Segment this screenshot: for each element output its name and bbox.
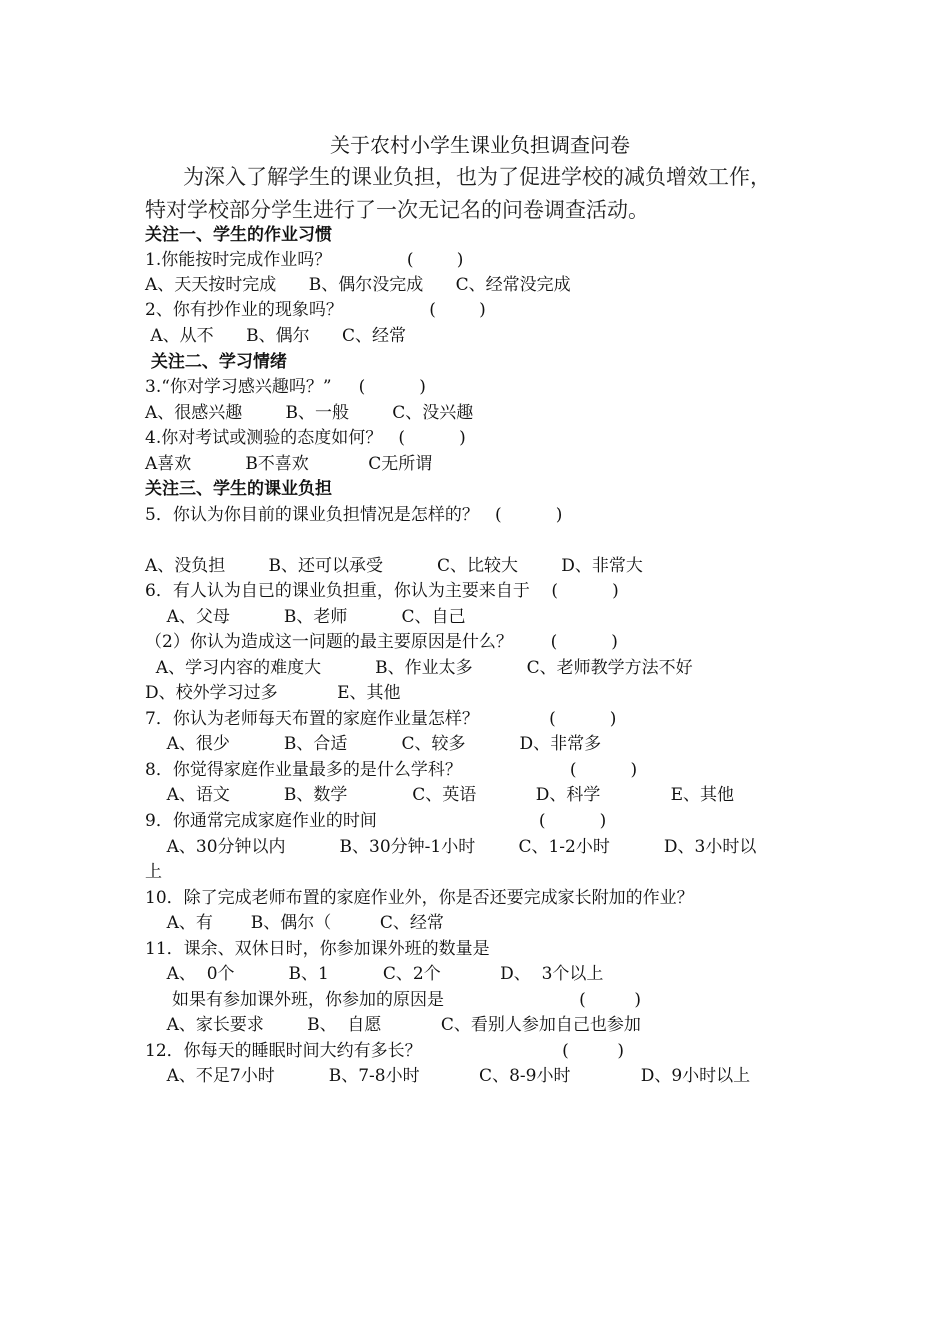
question-4: 4.你对考试或测验的态度如何？ ( ) [145, 428, 466, 448]
question-11-options: A、 0个 B、1 C、2个 D、 3个以上 [145, 964, 604, 984]
page-title: 关于农村小学生课业负担调查问卷 [330, 133, 630, 157]
question-12-options: A、不足7小时 B、7-8小时 C、8-9小时 D、9小时以上 [145, 1066, 751, 1086]
section-heading-1: 关注一、学生的作业习惯 [145, 225, 332, 245]
question-8: 8．你觉得家庭作业量最多的是什么学科？ ( ) [145, 760, 638, 780]
intro-line-1: 为深入了解学生的课业负担，也为了促进学校的减负增效工作， [183, 165, 771, 189]
question-3-options: A、很感兴趣 B、一般 C、没兴趣 [145, 403, 474, 423]
question-6-options: A、父母 B、老师 C、自己 [145, 607, 466, 627]
question-9: 9．你通常完成家庭作业的时间 ( ) [145, 811, 607, 831]
question-10: 10．除了完成老师布置的家庭作业外，你是否还要完成家长附加的作业？ [145, 888, 694, 908]
question-11-2-options: A、家长要求 B、 自愿 C、看别人参加自己也参加 [145, 1015, 641, 1035]
question-7: 7．你认为老师每天布置的家庭作业量怎样？ ( ) [145, 709, 617, 729]
question-11-2: 如果有参加课外班，你参加的原因是 ( ) [145, 990, 642, 1010]
question-12: 12．你每天的睡眠时间大约有多长？ ( ) [145, 1041, 625, 1061]
question-9-options: A、30分钟以内 B、30分钟-1小时 C、1-2小时 D、3小时以 [145, 837, 757, 857]
question-5-options: A、没负担 B、还可以承受 C、比较大 D、非常大 [145, 556, 643, 576]
question-5: 5．你认为你目前的课业负担情况是怎样的？ ( ) [145, 505, 563, 525]
question-4-options: A喜欢 B不喜欢 C无所谓 [145, 454, 433, 474]
question-1-options: A、天天按时完成 B、偶尔没完成 C、经常没完成 [145, 275, 571, 295]
section-heading-2: 关注二、学习情绪 [145, 352, 287, 372]
question-10-options: A、有 B、偶尔（ C、经常 [145, 913, 444, 933]
question-2: 2、你有抄作业的现象吗？ ( ) [145, 300, 486, 320]
question-6-2-options-b: D、校外学习过多 E、其他 [145, 683, 401, 703]
question-11: 11．课余、双休日时，你参加课外班的数量是 [145, 939, 490, 959]
question-6-2-options-a: A、学习内容的难度大 B、作业太多 C、老师教学方法不好 [145, 658, 693, 678]
intro-line-2: 特对学校部分学生进行了一次无记名的问卷调查活动。 [145, 198, 649, 222]
question-6: 6．有人认为自已的课业负担重，你认为主要来自于 ( ) [145, 581, 619, 601]
question-2-options: A、从不 B、偶尔 C、经常 [145, 326, 407, 346]
question-6-2: （2）你认为造成这一问题的最主要原因是什么？ ( ) [145, 632, 618, 652]
question-8-options: A、语文 B、数学 C、英语 D、科学 E、其他 [145, 785, 735, 805]
question-7-options: A、很少 B、合适 C、较多 D、非常多 [145, 734, 602, 754]
question-3: 3.“你对学习感兴趣吗？” ( ) [145, 377, 426, 397]
question-9-options-wrap: 上 [145, 862, 162, 882]
section-heading-3: 关注三、学生的课业负担 [145, 479, 332, 499]
question-1: 1.你能按时完成作业吗？ ( ) [145, 250, 464, 270]
